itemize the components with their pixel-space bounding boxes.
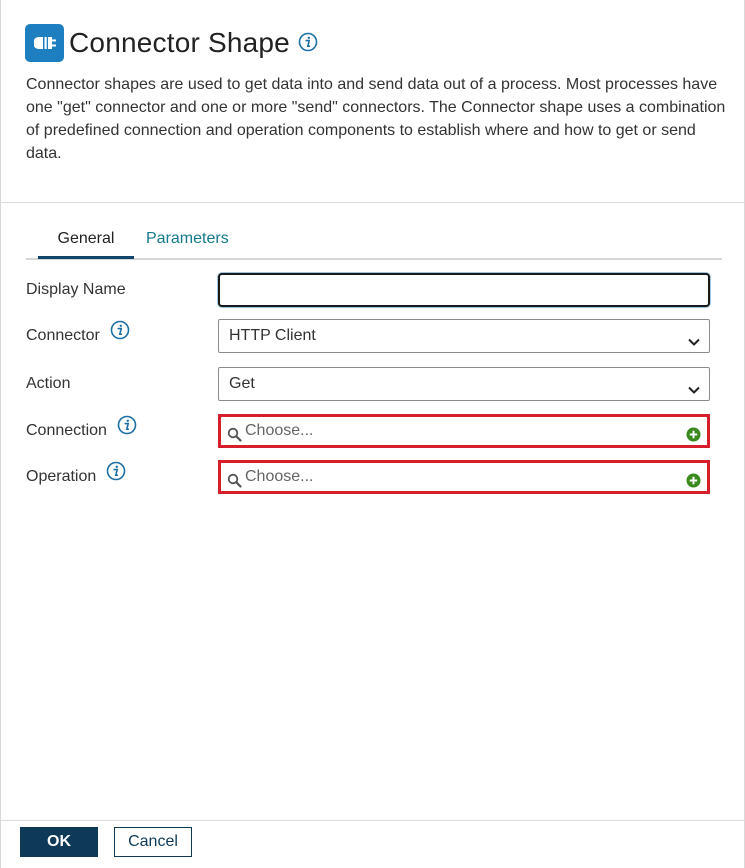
connector-label-group bbox=[26, 319, 130, 353]
plus-circle-icon[interactable] bbox=[686, 424, 701, 452]
info-icon[interactable] bbox=[298, 32, 318, 57]
chevron-down-icon bbox=[687, 377, 701, 409]
page-title: Connector Shape bbox=[69, 27, 290, 58]
tab-general[interactable]: General bbox=[38, 222, 134, 259]
tab-bar bbox=[26, 222, 722, 260]
operation-label: Operation bbox=[26, 468, 97, 485]
footer-divider bbox=[1, 820, 744, 821]
connector-select[interactable] bbox=[218, 319, 710, 353]
connector-label: Connector bbox=[26, 327, 100, 344]
connector-select-value: HTTP Client bbox=[229, 327, 316, 344]
display-name-label: Display Name bbox=[26, 281, 126, 298]
operation-chooser[interactable] bbox=[218, 460, 710, 494]
connector-row bbox=[26, 319, 710, 353]
operation-placeholder: Choose... bbox=[245, 468, 314, 485]
search-icon bbox=[227, 424, 242, 452]
search-icon bbox=[227, 470, 242, 498]
connector-plug-icon bbox=[25, 24, 64, 62]
operation-label-group bbox=[26, 460, 126, 494]
header-divider bbox=[1, 202, 744, 203]
display-name-input[interactable] bbox=[218, 273, 710, 307]
tab-parameters[interactable]: Parameters bbox=[146, 230, 229, 247]
action-label: Action bbox=[26, 375, 71, 392]
connection-placeholder: Choose... bbox=[245, 422, 314, 439]
ok-button[interactable]: OK bbox=[20, 827, 98, 857]
info-icon[interactable] bbox=[117, 414, 137, 448]
plus-circle-icon[interactable] bbox=[686, 470, 701, 498]
operation-row bbox=[26, 460, 710, 494]
connection-label: Connection bbox=[26, 422, 107, 439]
action-select-value: Get bbox=[229, 375, 255, 392]
info-icon[interactable] bbox=[106, 460, 126, 494]
title-row bbox=[25, 24, 724, 62]
chevron-down-icon bbox=[687, 329, 701, 361]
shape-description: Connector shapes are used to get data into and send data out of a process. Most processes have one "get" connector and one or more "send" connectors. The Connector shape uses a combination of predefined connection and operation components to establish where and how to get or send data. bbox=[26, 76, 726, 162]
action-select[interactable] bbox=[218, 367, 710, 401]
cancel-button[interactable]: Cancel bbox=[114, 827, 192, 857]
dialog-header bbox=[25, 24, 724, 62]
display-name-row bbox=[26, 273, 710, 307]
info-icon[interactable] bbox=[110, 319, 130, 353]
connection-row bbox=[26, 414, 710, 448]
connection-chooser[interactable] bbox=[218, 414, 710, 448]
connection-label-group bbox=[26, 414, 137, 448]
action-row bbox=[26, 367, 710, 401]
